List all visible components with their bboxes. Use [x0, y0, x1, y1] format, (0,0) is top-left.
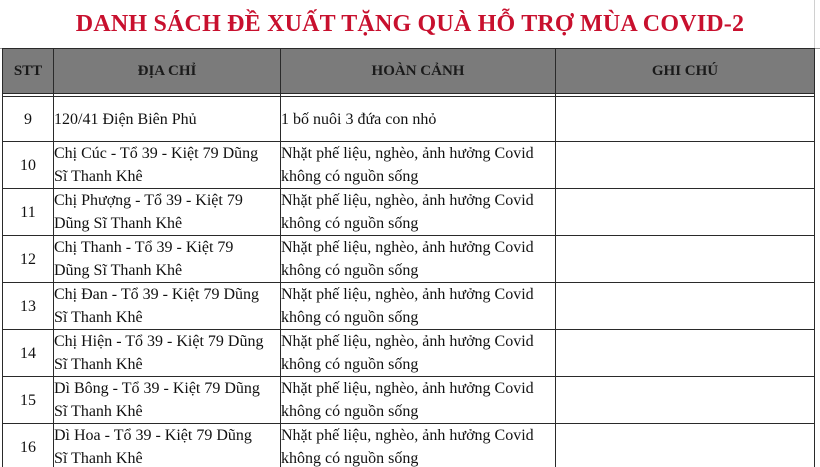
- cell-stt[interactable]: 10: [3, 142, 54, 189]
- cell-circumstance[interactable]: Nhặt phế liệu, nghèo, ảnh hưởng Covid không có nguồn sống: [281, 330, 556, 377]
- cell-circumstance[interactable]: Nhặt phế liệu, nghèo, ảnh hưởng Covid không có nguồn sống: [281, 424, 556, 467]
- cell-address[interactable]: Chị Thanh - Tổ 39 - Kiệt 79 Dũng Sĩ Thanh Khê: [54, 236, 281, 283]
- header-row: [3, 49, 815, 94]
- cell-note[interactable]: [556, 97, 815, 142]
- cell-note[interactable]: [556, 236, 815, 283]
- gridline: [814, 0, 815, 48]
- column-header-stt[interactable]: STT: [3, 49, 54, 94]
- table-row: [3, 424, 815, 467]
- cell-note[interactable]: [556, 189, 815, 236]
- cell-circumstance[interactable]: Nhặt phế liệu, nghèo, ảnh hưởng Covid không có nguồn sống: [281, 236, 556, 283]
- cell-stt[interactable]: 9: [3, 97, 54, 142]
- cell-stt[interactable]: 13: [3, 283, 54, 330]
- page-title: DANH SÁCH ĐỀ XUẤT TẶNG QUÀ HỖ TRỢ MÙA COVID-2: [75, 10, 745, 37]
- table-row: [3, 97, 815, 142]
- cell-stt[interactable]: 14: [3, 330, 54, 377]
- cell-address[interactable]: Chị Hiện - Tổ 39 - Kiệt 79 Dũng Sĩ Thanh Khê: [54, 330, 281, 377]
- table-row: [3, 283, 815, 330]
- table-row: [3, 330, 815, 377]
- cell-circumstance[interactable]: Nhặt phế liệu, nghèo, ảnh hưởng Covid không có nguồn sống: [281, 377, 556, 424]
- cell-address[interactable]: Chị Đan - Tổ 39 - Kiệt 79 Dũng Sĩ Thanh Khê: [54, 283, 281, 330]
- cell-note[interactable]: [556, 330, 815, 377]
- column-header-note[interactable]: GHI CHÚ: [556, 49, 815, 94]
- table-row: [3, 142, 815, 189]
- cell-address[interactable]: 120/41 Điện Biên Phủ: [54, 97, 281, 142]
- cell-note[interactable]: [556, 142, 815, 189]
- cell-circumstance[interactable]: 1 bố nuôi 3 đứa con nhỏ: [281, 97, 556, 142]
- cell-note[interactable]: [556, 424, 815, 467]
- title-cell[interactable]: [0, 0, 820, 49]
- cell-stt[interactable]: 12: [3, 236, 54, 283]
- cell-address[interactable]: Dì Hoa - Tổ 39 - Kiệt 79 Dũng Sĩ Thanh Khê: [54, 424, 281, 467]
- table-row: [3, 236, 815, 283]
- cell-address[interactable]: Chị Cúc - Tổ 39 - Kiệt 79 Dũng Sĩ Thanh Khê: [54, 142, 281, 189]
- cell-circumstance[interactable]: Nhặt phế liệu, nghèo, ảnh hưởng Covid không có nguồn sống: [281, 189, 556, 236]
- column-header-circumstance[interactable]: HOÀN CẢNH: [281, 49, 556, 94]
- cell-note[interactable]: [556, 283, 815, 330]
- cell-note[interactable]: [556, 377, 815, 424]
- cell-circumstance[interactable]: Nhặt phế liệu, nghèo, ảnh hưởng Covid không có nguồn sống: [281, 283, 556, 330]
- cell-circumstance[interactable]: Nhặt phế liệu, nghèo, ảnh hưởng Covid không có nguồn sống: [281, 142, 556, 189]
- table-row: [3, 377, 815, 424]
- data-table: [2, 48, 815, 467]
- column-header-address[interactable]: ĐỊA CHỈ: [54, 49, 281, 94]
- cell-stt[interactable]: 15: [3, 377, 54, 424]
- cell-address[interactable]: Chị Phượng - Tổ 39 - Kiệt 79 Dũng Sĩ Thanh Khê: [54, 189, 281, 236]
- table-row: [3, 189, 815, 236]
- cell-address[interactable]: Dì Bông - Tổ 39 - Kiệt 79 Dũng Sĩ Thanh Khê: [54, 377, 281, 424]
- cell-stt[interactable]: 11: [3, 189, 54, 236]
- cell-stt[interactable]: 16: [3, 424, 54, 467]
